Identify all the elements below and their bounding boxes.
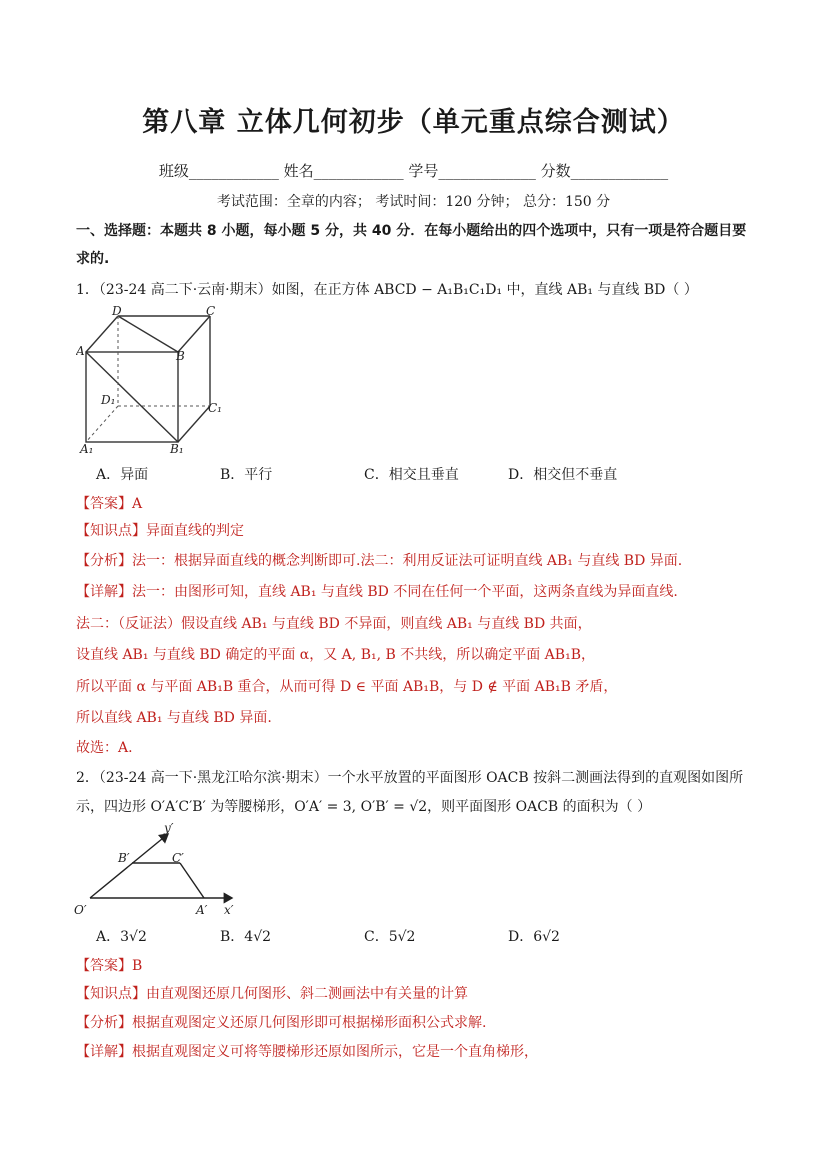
q1-detail-3: 设直线 AB₁ 与直线 BD 确定的平面 α，又 A, B₁, B 不共线，所以确定平面 AB₁B， [76, 647, 595, 663]
cube-label: A [76, 344, 85, 358]
q1-stem: 1．（23-24 高二下·云南·期末）如图，在正方体 ABCD − A₁B₁C₁D₁ 中，直线 AB₁ 与直线 BD（ ） [76, 282, 698, 298]
line-ab1 [86, 352, 178, 442]
trap-label: O′ [74, 903, 87, 917]
q2-detail-1: 【详解】根据直观图定义可将等腰梯形还原如图所示，它是一个直角梯形， [76, 1044, 538, 1060]
q1-answer: 【答案】A [76, 496, 143, 512]
cube-figure [76, 304, 226, 456]
q1-option-a: A．异面 [96, 467, 149, 483]
q1-detail-5: 所以直线 AB₁ 与直线 BD 异面. [76, 710, 272, 726]
q2-option-a: A．3√2 [96, 929, 147, 945]
q2-stem-1: 2．（23-24 高一下·黑龙江哈尔滨·期末）一个水平放置的平面图形 OACB 按斜二测画法得到的直观图如图所 [76, 770, 744, 786]
q2-stem-2: 示，四边形 O′A′C′B′ 为等腰梯形，O′A′ = 3, O′B′ = √2，则平面图形 OACB 的面积为（ ） [76, 799, 652, 815]
section-heading: 一、选择题：本题共 8 小题，每小题 5 分，共 40 分．在每小题给出的四个选项中，只有一项是符合题目要 [76, 223, 747, 239]
cube-edge [178, 406, 210, 442]
cube-edge [178, 316, 210, 352]
trapezoid-right [180, 863, 204, 898]
hidden-edge [86, 406, 118, 442]
trap-label: x′ [224, 903, 234, 917]
q1-knowledge: 【知识点】异面直线的判定 [76, 523, 244, 539]
y-axis [90, 834, 168, 898]
section-heading-cont: 求的. [76, 251, 110, 267]
cube-label: D [112, 304, 122, 318]
cube-label: B₁ [170, 442, 184, 456]
q1-analysis: 【分析】法一：根据异面直线的概念判断即可.法二：利用反证法可证明直线 AB₁ 与直线 BD 异面. [76, 553, 683, 569]
q1-detail-2: 法二：（反证法）假设直线 AB₁ 与直线 BD 不异面，则直线 AB₁ 与直线 BD 共面， [76, 616, 592, 632]
q1-option-c: C．相交且垂直 [364, 467, 459, 483]
cube-edge [86, 316, 118, 352]
cube-label: C [206, 304, 216, 318]
cube-label: C₁ [208, 401, 222, 415]
q2-answer: 【答案】B [76, 958, 143, 974]
q2-knowledge: 【知识点】由直观图还原几何图形、斜二测画法中有关量的计算 [76, 986, 468, 1002]
trap-label: C′ [172, 851, 184, 865]
cube-label: D₁ [101, 393, 116, 407]
page-title: 第八章 立体几何初步（单元重点综合测试） [142, 107, 685, 138]
cube-label: B [176, 349, 185, 363]
q1-detail-4: 所以平面 α 与平面 AB₁B 重合，从而可得 D ∈ 平面 AB₁B，与 D ∉ 平面 AB₁B 矛盾， [76, 679, 618, 695]
q1-detail-1: 【详解】法一：由图形可知，直线 AB₁ 与直线 BD 不同在任何一个平面，这两条直线为异面直线. [76, 584, 678, 600]
trap-label: A′ [196, 903, 208, 917]
cube-label: A₁ [80, 442, 94, 456]
exam-info-line: 考试范围：全章的内容； 考试时间：120 分钟； 总分：150 分 [216, 194, 611, 210]
q1-choose: 故选：A. [76, 740, 133, 756]
q1-option-d: D．相交但不垂直 [508, 467, 618, 483]
student-info-line: 班级____________ 姓名____________ 学号_____________ 分数_____________ [158, 162, 669, 180]
trap-label: B′ [118, 851, 130, 865]
q1-option-b: B．平行 [220, 467, 273, 483]
line-bd [118, 316, 178, 352]
trapezoid-figure [72, 822, 252, 918]
q2-option-d: D．6√2 [508, 929, 560, 945]
q2-analysis: 【分析】根据直观图定义还原几何图形即可根据梯形面积公式求解. [76, 1015, 487, 1031]
q2-option-c: C．5√2 [364, 929, 416, 945]
q2-option-b: B．4√2 [220, 929, 272, 945]
trap-label: y′ [164, 822, 174, 835]
